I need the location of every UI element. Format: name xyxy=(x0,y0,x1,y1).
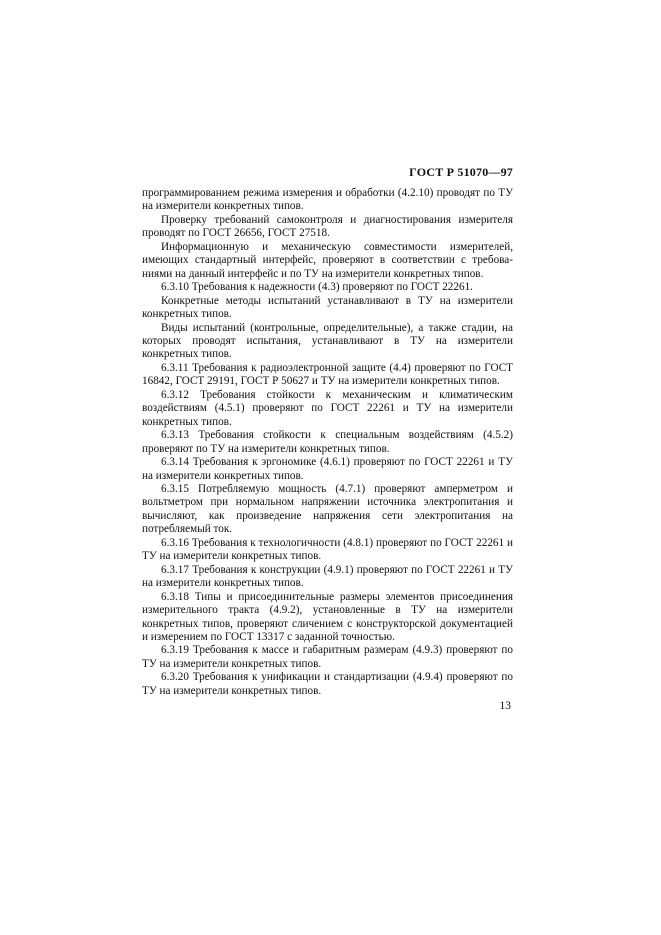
document-code-header: ГОСТ Р 51070—97 xyxy=(409,165,513,179)
paragraph-6-3-10: 6.3.10 Требования к надежности (4.3) проверяют по ГОСТ 22261. xyxy=(161,281,473,294)
paragraph-test-types: Виды испытаний (контрольные, определительные), а также стадии, на которых проводят испытания, устанавливают в ТУ на измерители конкретных типов. xyxy=(142,321,513,361)
paragraph-6-3-16: 6.3.16 Требования к технологичности (4.8.1) проверяют по ГОСТ 22261 и ТУ на измерители конкретных типов. xyxy=(142,536,513,563)
paragraph-6-3-17: 6.3.17 Требования к конструкции (4.9.1) проверяют по ГОСТ 22261 и ТУ на измерители конкретных типов. xyxy=(142,563,513,590)
page-number: 13 xyxy=(499,700,511,712)
paragraph-interface-compatibility: Информационную и механическую совместимости измерителей, имеющих стандартный интерфейс, проверяют в соответствии с требованиями на данный интерфейс и по ТУ на измерители конкретных типов. xyxy=(142,240,513,280)
paragraph-6-3-12: 6.3.12 Требования стойкости к механическим и климатическим воздействиям (4.5.1) проверяют по ГОСТ 22261 и ТУ на измерители конкретных типов. xyxy=(142,388,513,428)
paragraph-6-3-15: 6.3.15 Потребляемую мощность (4.7.1) проверяют амперметром и вольтметром при нормальном напряжении источника электропитания и вычисляют, как произведение напряжения сети электропитания на потребляемый ток. xyxy=(142,482,513,536)
paragraph-test-methods: Конкретные методы испытаний устанавливают в ТУ на измерители конкретных типов. xyxy=(142,294,513,321)
document-body xyxy=(142,187,513,698)
paragraph-6-3-19: 6.3.19 Требования к массе и габаритным размерам (4.9.3) проверяют по ТУ на измерители конкретных типов. xyxy=(142,644,513,670)
paragraph-6-3-18: 6.3.18 Типы и присоединительные размеры элементов присоединения измерительного тракта (4.9.2), установленные в ТУ на измерители конкретных типов, проверяют сличением с конструкторской документацией и измерением по ГОСТ 13317 с заданной точностью. xyxy=(142,590,513,643)
paragraph-6-3-20: 6.3.20 Требования к унификации и стандартизации (4.9.4) проверяют по ТУ на измерители конкретных типов. xyxy=(142,671,513,697)
paragraph-6-3-14: 6.3.14 Требования к эргономике (4.6.1) проверяют по ГОСТ 22261 и ТУ на измерители конкретных типов. xyxy=(142,456,513,482)
paragraph-self-control: Проверку требований самоконтроля и диагностирования измерителя проводят по ГОСТ 26656, ГОСТ 27518. xyxy=(142,213,513,240)
paragraph-continuation: программированием режима измерения и обработки (4.2.10) проводят по ТУ на измерители конкретных типов. xyxy=(142,187,513,213)
paragraph-6-3-13: 6.3.13 Требования стойкости к специальным воздействиям (4.5.2) проверяют по ТУ на измерители конкретных типов. xyxy=(142,429,513,455)
paragraph-6-3-11: 6.3.11 Требования к радиоэлектронной защите (4.4) проверяют по ГОСТ 16842, ГОСТ 29191, ГОСТ Р 50627 и ТУ на измерители конкретных типов. xyxy=(142,361,513,388)
